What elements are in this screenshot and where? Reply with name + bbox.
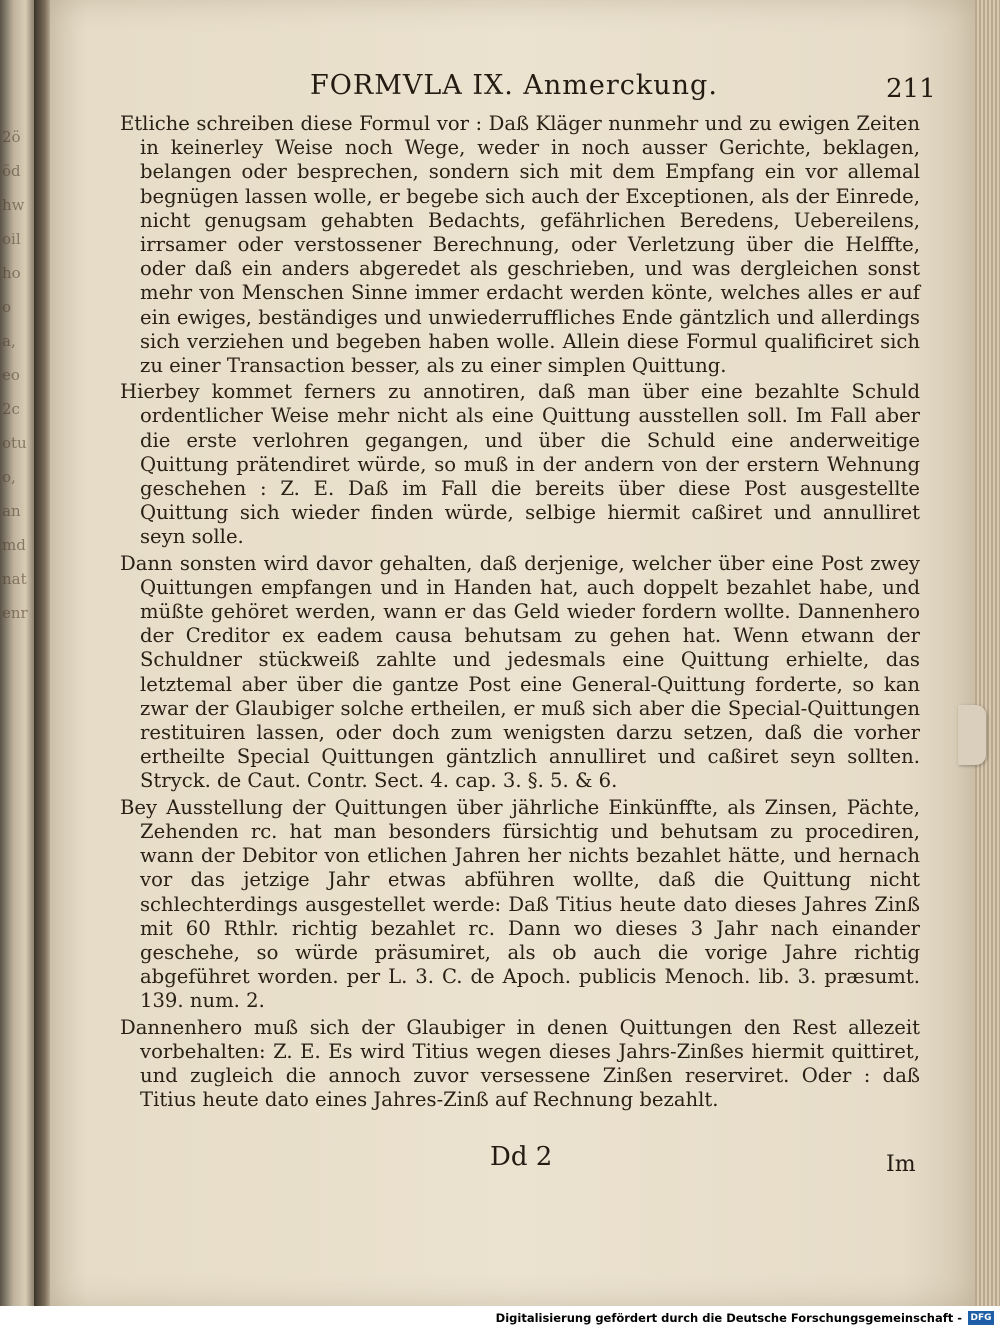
page-body [120, 112, 920, 1112]
page-number: 211 [886, 74, 936, 104]
page-header: FORMVLA IX. Anmerckung. [310, 70, 718, 101]
footer-bar [0, 1306, 1000, 1330]
paragraph: Bey Ausstellung der Quittungen über jährliche Einkünffte, als Zinsen, Pächte, Zehenden rc. hat man besonders fürsichtig und behutsam zu procediren, wann der Debitor von etlichen Jahren her nichts bezahlet hätte, und hernach vor das jetzige Jahr etwas abführen wollte, daß die Quittung nicht schlechterdings ausgestellet werde: Daß Titius heute dato dieses Jahres Zinß mit 60 Rthlr. richtig bezahlet rc. Dann wo dieses 3 Jahr nach einander geschehe, so würde präsumiret, als ob auch die vorige Jahre richtig abgeführet worden. per L. 3. C. de Apoch. publicis Menoch. lib. 3. præsumt. 139. num. 2. [120, 795, 920, 1013]
left-page-edge [0, 0, 34, 1306]
page-stack-edge [975, 0, 1000, 1306]
page-tab [958, 705, 986, 765]
signature-mark: Dd 2 [490, 1142, 553, 1172]
left-page-fragments: 2öödhwoilhoo a, eo2cotuo, anmdnatenr [2, 128, 28, 622]
page [50, 0, 975, 1306]
paragraph: Dann sonsten wird davor gehalten, daß derjenige, welcher über eine Post zwey Quittungen empfangen und in Handen hat, auch doppelt bezahlet habe, und müßte gehöret werden, wann er das Geld wieder fordern wollte. Dannenhero der Creditor ex eadem causa behutsam zu gehen hat. Wenn etwann der Schuldner stückweiß zahlte und jedesmals eine Quittung erhielte, das letztemal aber über die gantze Post eine General-Quittung forderte, so kan zwar der Glaubiger solche ertheilen, er muß sich aber die Special-Quittungen restituiren lassen, oder doch zum wenigsten darzu setzen, daß die vorher ertheilte Special Quittungen gäntzlich annulliret und caßiret seyn sollten. Stryck. de Caut. Contr. Sect. 4. cap. 3. §. 5. & 6. [120, 551, 920, 793]
paragraph: Hierbey kommet ferners zu annotiren, daß man über eine bezahlte Schuld ordentlicher Weise mehr nicht als eine Quittung ausstellen soll. Im Fall aber die erste verlohren gegangen, und über die Schuld eine anderweitige Quittung prätendiret würde, so muß in der andern von der erstern Wehnung geschehen : Z. E. Daß im Fall die bereits über diese Post ausgestellte Quittung sich wieder finden würde, selbige hiermit caßiret und annulliret seyn solle. [120, 380, 920, 549]
catchword: Im [886, 1152, 916, 1177]
paragraph: Dannenhero muß sich der Glaubiger in denen Quittungen den Rest allezeit vorbehalten: Z. E. Es wird Titius wegen dieses Jahrs-Zinßes hiermit quittiret, und zugleich die annoch zuvor versessene Zinßen reserviret. Oder : daß Titius heute dato eines Jahres-Zinß auf Rechnung bezahlt. [120, 1015, 920, 1112]
paragraph: Etliche schreiben diese Formul vor : Daß Kläger nunmehr und zu ewigen Zeiten in keinerley Weise noch Wege, weder in noch ausser Gerichte, beklagen, belangen oder besprechen, sondern sich mit dem Empfang ein vor allemal begnügen lassen wolle, er begebe sich auch der Exceptionen, als der Einrede, nicht genugsam gehabten Bedachts, gefährlichen Beredens, Uebereilens, irrsamer oder verstossener Berechnung, oder Verletzung über die Helffte, oder daß ein anders abgeredet als geschrieben, und was dergleichen sonst mehr von Menschen Sinne immer erdacht werden könte, welches alles er auf ein ewiges, beständiges und unwiederruffliches Ende gäntzlich und allerdings sich verziehen und begeben haben wolle. Allein diese Formul qualificiret sich zu einer Transaction besser, als zu einer simplen Quittung. [120, 112, 920, 378]
dfg-logo-icon: DFG [968, 1311, 994, 1325]
footer-credit: Digitalisierung gefördert durch die Deutsche Forschungsgemeinschaft - [495, 1311, 962, 1325]
